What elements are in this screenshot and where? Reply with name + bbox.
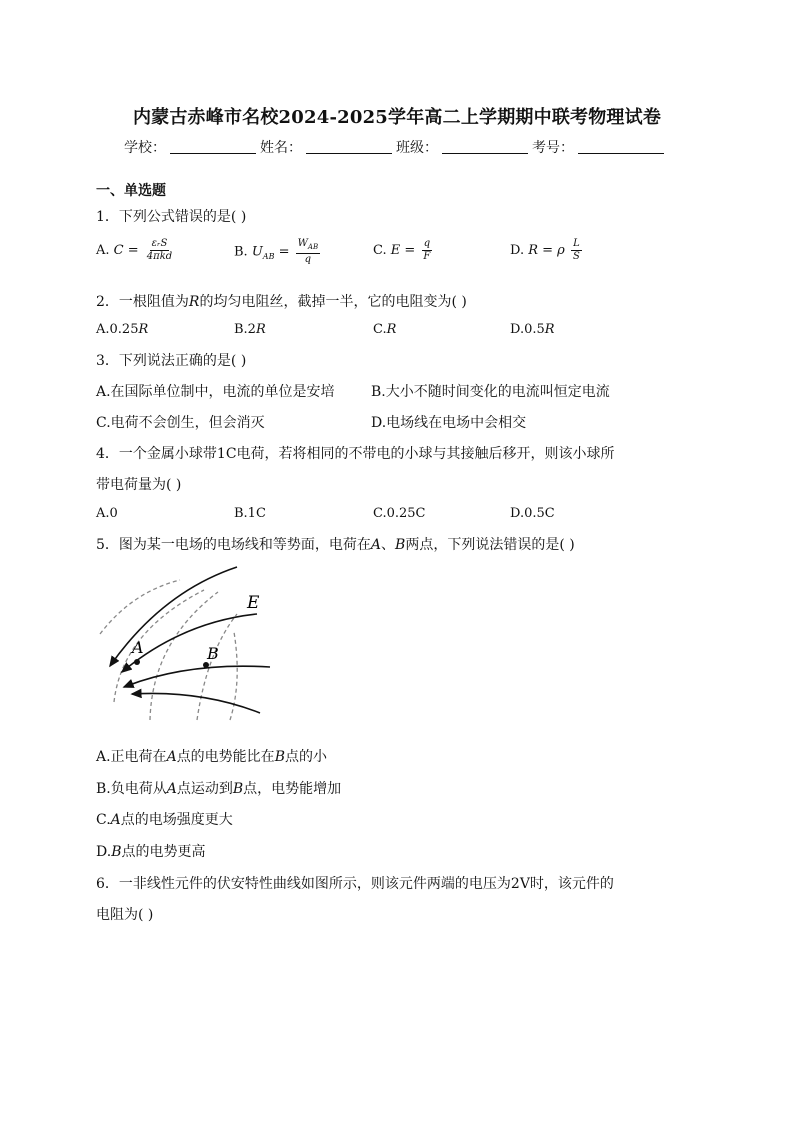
question-4-option-c: C.0.25C [373,506,426,521]
question-3-option-c: C.电荷不会创生，但会消灭 [96,415,265,431]
question-1-stem: 1．下列公式错误的是( ) [96,209,247,225]
fraction: $\frac{q}{F}$ [423,238,431,262]
class-blank [442,137,528,154]
question-1-option-b: B. $U_{AB}$ = $W_{AB}$ q [234,238,319,265]
fraction: $W_{AB}$ q [297,238,319,265]
label-b: B [207,644,219,663]
question-4-option-b: B.1C [234,506,266,521]
question-5-stem: 5．图为某一电场的电场线和等势面，电荷在A、B两点，下列说法错误的是( ) [96,537,575,553]
question-6-stem-line-1: 6．一非线性元件的伏安特性曲线如图所示，则该元件两端的电压为2V时，该元件的 [96,876,614,892]
field-line [124,666,270,687]
exam-number-blank [578,137,664,154]
name-label: 姓名： [260,140,302,156]
question-5-option-a: A.正电荷在A点的电势能比在B点的小 [96,749,327,765]
equipotential-line [230,632,237,720]
question-5-option-b: B.负电荷从A点运动到B点，电势能增加 [96,781,342,797]
question-3-option-b: B.大小不随时间变化的电流叫恒定电流 [371,384,610,400]
question-1-option-a: A. C = εᵣS 4πkd [96,238,173,262]
question-3-option-d: D.电场线在电场中会相交 [371,415,527,431]
question-1-option-c: C. E = $\frac{q}{F}$ [373,238,431,262]
question-2-option-d: D.0.5R [510,322,555,337]
exam-number-label: 考号： [532,140,574,156]
student-info-row [124,137,668,157]
label-a: A [132,638,144,657]
question-3-option-a: A.在国际单位制中，电流的单位是安培 [96,384,335,400]
page-title: 内蒙古赤峰市名校2024-2025学年高二上学期期中联考物理试卷 [132,107,662,128]
question-2-option-b: B.2R [234,322,266,337]
electric-field-diagram [92,562,282,722]
question-2-option-c: C.R [373,322,397,337]
section-heading: 一、单选题 [96,183,166,199]
question-4-option-d: D.0.5C [510,506,555,521]
question-4-stem-line-1: 4．一个金属小球带1C电荷，若将相同的不带电的小球与其接触后移开，则该小球所 [96,446,615,462]
question-1-option-d: D. R = ρ $\frac{L}{S}$ [510,238,580,262]
equipotential-line [100,580,180,634]
school-blank [170,137,256,154]
point-a [134,659,140,665]
school-label: 学校： [124,140,166,156]
question-2-stem: 2．一根阻值为R的均匀电阻丝，截掉一半，它的电阻变为( ) [96,294,467,310]
question-4-option-a: A.0 [96,506,118,521]
question-6-stem-line-2: 电阻为( ) [96,907,154,923]
fraction: $\frac{L}{S}$ [572,238,580,262]
label-e: E [247,593,260,613]
class-label: 班级： [396,140,438,156]
fraction: εᵣS 4πkd [146,238,173,262]
question-3-stem: 3．下列说法正确的是( ) [96,353,247,369]
question-5-option-c: C.A点的电场强度更大 [96,812,233,828]
question-5-option-d: D.B点的电势更高 [96,844,206,860]
question-4-stem-line-2: 带电荷量为( ) [96,477,182,493]
name-blank [306,137,392,154]
question-2-option-a: A.0.25R [96,322,149,337]
